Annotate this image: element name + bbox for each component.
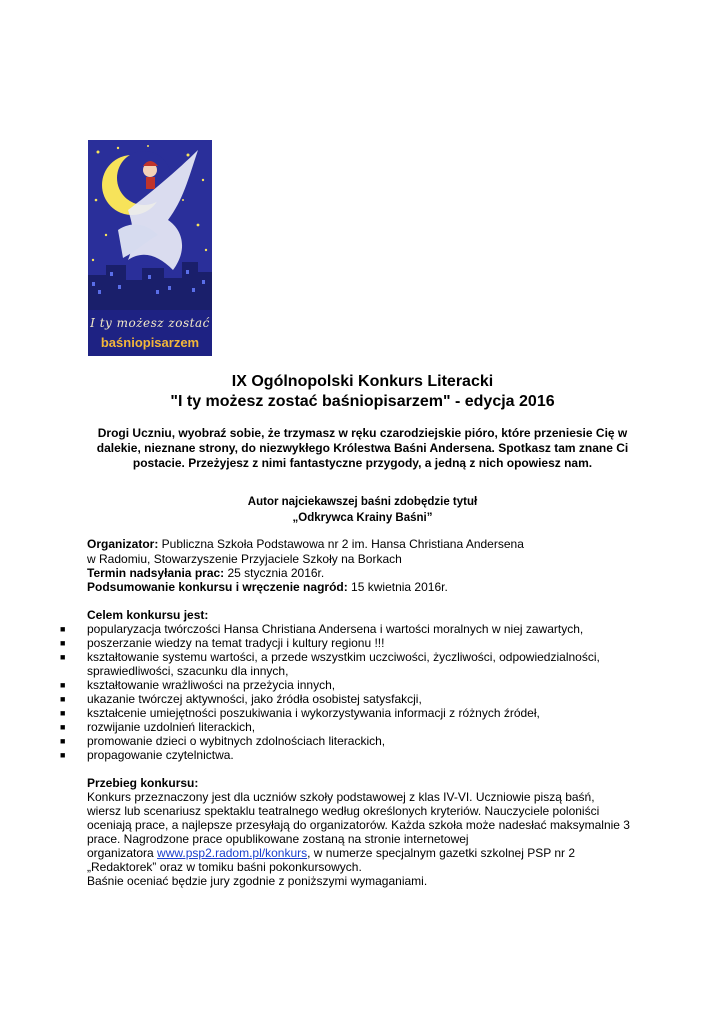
poster-caption-line1: I ty możesz zostać — [90, 316, 210, 330]
goals-heading: Celem konkursu jest: — [87, 608, 209, 622]
goal-item: rozwijanie uzdolnień literackich, — [87, 720, 256, 734]
goal-item: popularyzacja twórczości Hansa Christiana Andersena i wartości moralnych w niej zawartych, — [87, 622, 584, 636]
award-line1: Autor najciekawszej baśni zdobędzie tytuł — [247, 496, 478, 508]
goal-item: promowanie dzieci o wybitnych zdolnościach literackich, — [87, 734, 386, 748]
poster-caption — [88, 310, 212, 356]
organizer-line1 — [87, 537, 524, 552]
bullet-icon: ■ — [60, 638, 66, 648]
deadline-line — [87, 566, 324, 581]
course-line: oceniają prace, a najlepsze przesyłają do organizatorów. Każda szkoła może nadesłać maksymalnie 3 — [87, 818, 630, 832]
goal-item: poszerzanie wiedzy na temat tradycji i kultury regionu !!! — [87, 636, 385, 650]
course-line: wiersz lub scenariusz spektaklu teatralnego według określonych kryteriów. Nauczyciele poloniści — [87, 804, 600, 818]
course-line-with-link — [87, 846, 575, 861]
contest-poster-image — [88, 140, 212, 356]
goal-item: propagowanie czytelnictwa. — [87, 748, 234, 762]
deadline-label: Termin nadsyłania prac: — [87, 566, 225, 580]
goal-item: kształcenie umiejętności poszukiwania i wykorzystywania informacji z różnych źródeł, — [87, 706, 540, 720]
course-line: „Redaktorek” oraz w tomiku baśni pokonkursowych. — [87, 860, 362, 874]
bullet-icon: ■ — [60, 680, 66, 690]
organizer-line2: w Radomiu, Stowarzyszenie Przyjaciele Szkoły na Borkach — [87, 552, 402, 566]
summary-label: Podsumowanie konkursu i wręczenie nagród: — [87, 580, 348, 594]
organizer-text1: Publiczna Szkoła Podstawowa nr 2 im. Hansa Christiana Andersena — [158, 537, 524, 551]
poster-illustration — [88, 140, 212, 310]
contest-website-link[interactable]: www.psp2.radom.pl/konkurs — [157, 846, 308, 860]
organizer-label: Organizator: — [87, 537, 159, 551]
bullet-icon: ■ — [60, 750, 66, 760]
bullet-icon: ■ — [60, 652, 66, 662]
summary-line — [87, 580, 448, 595]
poster-caption-line2: baśniopisarzem — [100, 335, 200, 350]
course-line: prace. Nagrodzone prace opublikowane zostaną na stronie internetowej — [87, 832, 469, 846]
goal-item: kształtowanie systemu wartości, a przede wszystkim uczciwości, życzliwości, odpowiedzialności, — [87, 650, 600, 664]
page-title-line1: IX Ogólnopolski Konkurs Literacki — [231, 373, 494, 390]
summary-value: 15 kwietnia 2016r. — [347, 580, 448, 594]
goal-item: ukazanie twórczej aktywności, jako źródła osobistej satysfakcji, — [87, 692, 422, 706]
award-title: „Odkrywca Krainy Baśni” — [292, 512, 433, 524]
bullet-icon: ■ — [60, 694, 66, 704]
goal-item: kształtowanie wrażliwości na przeżycia innych, — [87, 678, 336, 692]
page-title-line2: "I ty możesz zostać baśniopisarzem" - edycja 2016 — [170, 393, 555, 410]
bullet-icon: ■ — [60, 722, 66, 732]
course-line5-pre: organizatora — [87, 846, 158, 860]
course-heading: Przebieg konkursu: — [87, 776, 199, 790]
deadline-value: 25 stycznia 2016r. — [224, 566, 325, 580]
course-line: Baśnie oceniać będzie jury zgodnie z poniższymi wymaganiami. — [87, 874, 428, 888]
bullet-icon: ■ — [60, 624, 66, 634]
bullet-icon: ■ — [60, 736, 66, 746]
course-line: Konkurs przeznaczony jest dla uczniów szkoły podstawowej z klas IV-VI. Uczniowie piszą baśń, — [87, 790, 595, 804]
goal-item-continued: sprawiedliwości, szacunku dla innych, — [87, 664, 289, 678]
intro-paragraph: Drogi Uczniu, wyobraź sobie, że trzymasz w ręku czarodziejskie pióro, które przeniesie Cię w dalekie, nieznane strony, do niezwykłego Królestwa Baśni Andersena. Spotkasz tam znane Ci postacie. Przeżyjesz z nimi fantastyczne przygody, a jedną z nich opowiesz nam. — [96, 426, 629, 470]
bullet-icon: ■ — [60, 708, 66, 718]
course-line5-post: , w numerze specjalnym gazetki szkolnej PSP nr 2 — [307, 846, 576, 860]
